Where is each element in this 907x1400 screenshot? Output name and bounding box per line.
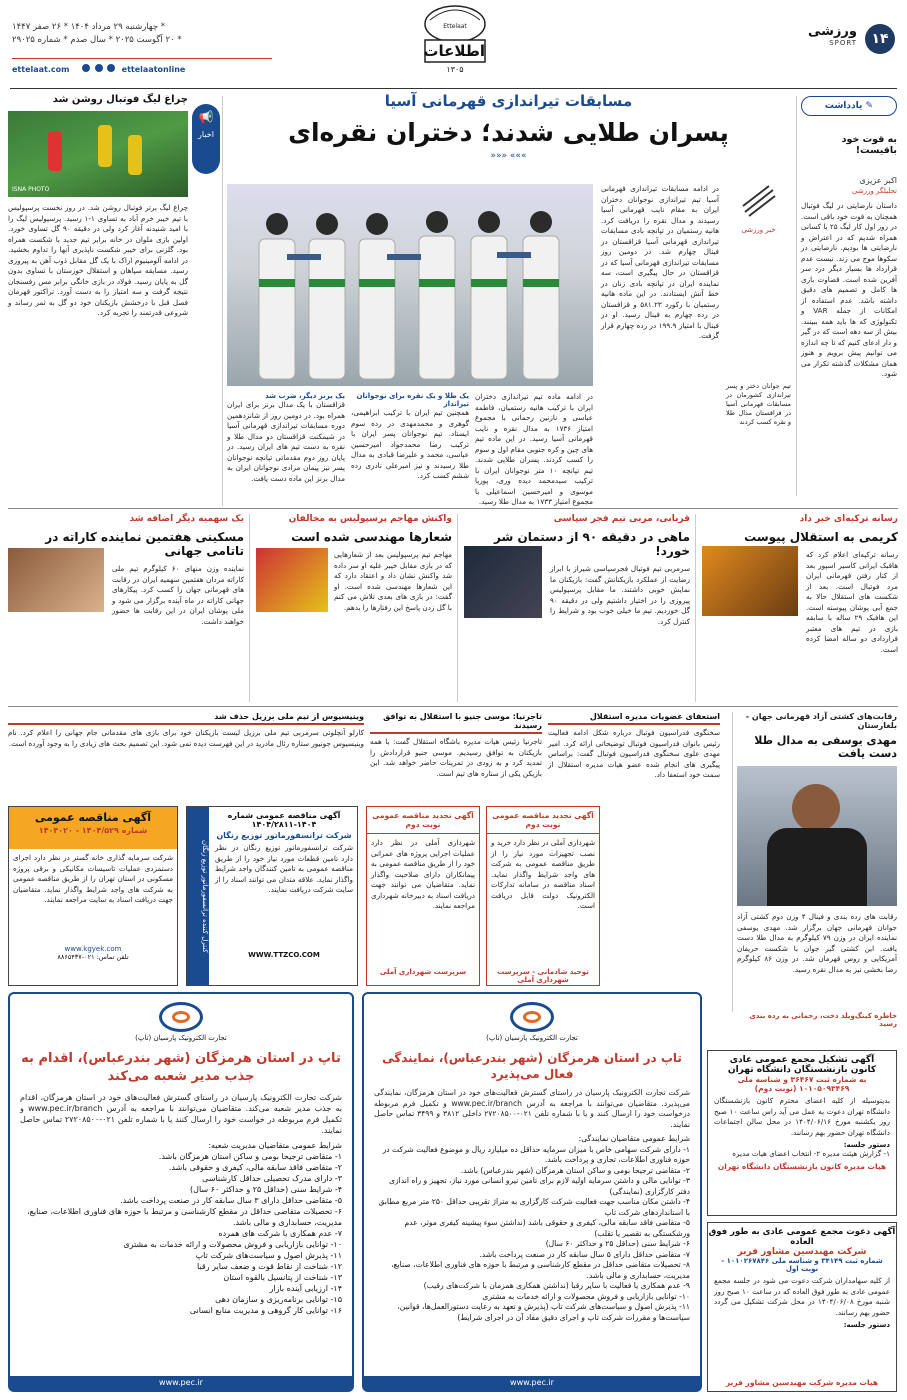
assembly-1-footer: هیات مدیره کانون بازنشستگان دانشگاه تهران: [717, 1161, 887, 1171]
tap-right-item: ۸- تحصیلات متقاضی حداقل در مقطع کارشناسی و مرتبط با حوزه های فناوری اطلاعات، صنایع، مدیریت، حسابداری و مالی باشد.: [391, 1260, 690, 1280]
short-news-2-body: تاجرنیا رئیس هیات مدیره باشگاه استقلال گفت: با همه بازیکنان به توافق رسیدیم. موسی جنیو قراردادش را تمدید کرد و به زودی در تمرینات حاضر خواهد شد. این بازیکن یکی از ستاره های تیم است.: [370, 737, 542, 778]
note-author-role: تحلیلگر ورزشی: [851, 187, 897, 195]
assembly-2-agenda: دستور جلسه:: [843, 1321, 890, 1329]
shooters-photo: [227, 184, 593, 386]
row2-body-3: مهاجم تیم پرسپولیس بعد از شعارهایی که در بازی مقابل خیبر علیه او سر داده شد واکنش نشان داد و اعتقاد دارد که این شعارها مهندسی شده است. او گفت: در بازی های بعدی تلاش می کنم با گل زدن پاسخ این رفتارها را بدهم.: [334, 550, 452, 612]
tender-4-title: آگهی تجدید مناقصه عمومی نوبت دوم: [487, 807, 599, 834]
tender-3-body: شهرداری آملی در نظر دارد عملیات اجرایی پروژه های عمرانی خود را از طریق مناقصه عمومی به پیمانکاران دارای صلاحیت واگذار نماید. متقاضیان می توانند جهت دریافت اسناد به دبیرخانه شهرداری مراجعه نمایند.: [371, 838, 475, 910]
tap-right-item: ۱۱- پذیرش اصول و سیاست‌های شرکت تاپ (پذیرش و تعهد به رعایت دستورالعمل‌ها، قوانین، سیاست‌ها و مقررات شرکت تاپ و اجرای دقیق مفاد آن در اجرای شرایط): [397, 1302, 690, 1322]
main-col-4-wrap: [227, 392, 345, 502]
tap-logo-icon: [159, 1002, 203, 1032]
tap-left-intro: شرکت تجارت الکترونیک پارسیان در راستای گسترش فعالیت‌های خود در استان هرمزگان، اقدام به جذب مدیر شعبه می‌کند. متقاضیان می‌توانند با مراجعه به آدرس www.pec.ir/branch و تکمیل فرم مربوطه در خواست خود را ارسال کنند یا با شماره تلفن ۰۲۱-۲۷۲۰۸۵۰۰ تماس حاصل نمایند.: [20, 1093, 342, 1135]
main-caption: تیم جوانان دختر و پسر تیراندازی کشورمان در مسابقات قهرمانی آسیا در قزاقستان مدال طلا و نقره کسب کردند: [726, 382, 791, 426]
short-news-3: [8, 712, 364, 796]
tap-left-item: شرایط عمومی متقاضیان مدیریت شعبه:: [208, 1141, 342, 1150]
row2-title-2: ماهی در دقیقه ۹۰ از دستمان شر خورد!: [494, 530, 690, 558]
assembly-2-body: از کلیه سهامداران شرکت دعوت می شود در جلسه مجمع عمومی عادی به طور فوق العاده که در ساعت ۱۰ صبح روز شنبه مورخ ۱۴۰۴/۰۶/۰۸ در محل شرکت تشکیل می گردد حضور بهم رسانند.: [714, 1276, 890, 1317]
main-col-1: در ادامه مسابقات تیراندازی قهرمانی آسیا تیم تیراندازی نوجوانان دختران ایران به مقام نایب قهرمانی آسیا رسیدند و مدال نقره را دریافت کرد. هانیه رستمیان در تپانچه بادی مسابقات تیراندازی قهرمانی آسیا قزاقستان در فینال چهارم شد. در دومین روز مسابقات تیراندازی قهرمانی آسیا که در قزاقستان در حال پیگیری است، سه نماینده ایران در تپانچه بادی زنان در خط آتش ایستادند. در این ماده هانیه رستمیان با رکورد ۵۸۱.۲۳ و قزاقستان در رده چهارم به فینال رسید. او در فینال با امتیاز ۱۹۹.۹ در رده چهارم قرار گرفت.: [601, 184, 719, 340]
page-header: [0, 0, 907, 92]
page-number: ۱۴: [871, 31, 889, 47]
badge-label: خبر ورزشی: [741, 226, 776, 234]
date-line-1: * چهارشنبه ۲۹ مرداد ۱۴۰۴ * ۲۶ صفر ۱۴۴۷: [12, 22, 166, 32]
tender-1-phone: تلفن تماس: ۰۲۱-۸۸۶۵۴۳۷: [57, 953, 129, 961]
short-news-1: [548, 712, 720, 796]
tender-4-body: شهرداری آملی در نظر دارد خرید و نصب تجهیزات مورد نیاز را از طریق مناقصه عمومی به شرکت های واجد شرایط واگذار نماید. اسناد مناقصه در سامانه تدارکات الکترونیک دولت قابل دریافت است.: [491, 838, 595, 910]
tap-right-item: ۱۰- توانایی بازاریابی و فروش محصولات و ارائه خدمات به مشتری: [482, 1291, 690, 1301]
main-col-3-wrap: [351, 392, 469, 502]
tap-right-item: ۵- متقاضی فاقد سابقه مالی، کیفری و حقوقی باشد (نداشتن سوء پیشینه کیفری موثر، عدم ورشکستگی به تقصیر یا تقلب): [404, 1218, 690, 1238]
note-body: داستان نارضایتی در لیگ فوتبال همچنان به قوت خود باقی است. در روز اول کار لیگ ۲۵ با کسانی همراه شدیم که در اعتراض و نارضایتی ها بودیم. نارضایتی در سکوها موج می زند. نیست عدم قرارداد ها بسیار دیگر درد سر آفرین شده است. قضاوت بازی ها کامل و تصمیم های دقیق داشته باشد. عدم استفاده از امکانات از جمله VAR و تکنولوژی که ها باید همه ببینند. بیش از سه دهه است که در گیر و دار ادعای کنیم که تا چه اندازه می توانیم پیش برویم و هنوز همان مشکلات گذشته تکرار می شود.: [801, 201, 898, 378]
row3-sub-1: خاطره کینگ‌ویلد دخت، رحمانی به رده بندی رسید: [749, 1012, 897, 1028]
tap-left-brand: تجارت الکترونیک پارسیان (تاپ): [135, 1034, 227, 1042]
main-kicker: مسابقات تیراندازی قهرمانی آسیا: [384, 92, 633, 110]
note-title: به قوت خود باقیست!: [841, 134, 897, 156]
main-col-3: همچنین تیم ایران با ترکیب ابراهیمی، گوهری و محمدمهدی در رده سوم ایستاد. تیم نوجوانان پسر ایران با ترکیب رضا محمدجواد امیرحسین عباسی، محمد و علیرضا قبادی به مدال طلا رسیدند و نیز امیرعلی نادری رده ششم کسب کرد.: [351, 408, 469, 480]
tap-right-title: تاپ در استان هرمزگان (شهر بندرعباس)، نمایندگی فعال می‌پذیرد: [382, 1051, 682, 1081]
row2-photo-3: [256, 548, 328, 612]
row2-story-2: [464, 514, 690, 702]
tap-right-site-text[interactable]: www.pec.ir: [510, 1378, 554, 1387]
tap-left-item: ۲- متقاضی فاقد سابقه مالی، کیفری و حقوقی باشد.: [168, 1163, 342, 1172]
tender-1-number: شماره ۱۴۰۴/۵۲۹ - ۱۴۰۴۰۲۰: [38, 826, 148, 835]
tap-left-item: ۱۳- شناخت از پتانسیل بالقوه استان: [223, 1273, 342, 1282]
tap-left-item: ۴- شرایط سنی (حداقل ۲۵ و حداکثر ۶۰ سال): [190, 1185, 342, 1194]
row2-kicker-1: رسانه ترکیه‌ای خبر داد: [799, 514, 898, 524]
assembly-1-title: آگهی تشکیل مجمع عمومی عادی: [729, 1055, 875, 1065]
social-block: [12, 64, 272, 78]
news-label: اخبار: [198, 130, 214, 139]
sub-heading-2: یک برنز دیگر، ضرب شد: [265, 392, 345, 400]
short-news-1-body: سخنگوی فدراسیون فوتبال درباره شکل ادامه فعالیت رئیس بانوان فدراسیون فوتبال توضیحاتی ارائه کرد. امیر مهدی علوی سخنگوی فدراسیون فوتبال گفت: براساس پیگیری های انجام شده عضو هیات مدیره استقلال از سمت خود استعفا داد.: [548, 728, 720, 779]
tender-3-title: آگهی تجدید مناقصه عمومی نوبت دوم: [367, 807, 479, 834]
row3-title-1: مهدی یوسفی به مدال طلا دست یافت: [754, 734, 897, 760]
telegram-icon[interactable]: [82, 64, 90, 72]
row2-kicker-2: قربانی، مربی تیم فجر سپاسی: [553, 514, 690, 524]
row2-story-3: [256, 514, 452, 702]
assembly-ad-1: [707, 1050, 897, 1216]
assembly-2-title: آگهی دعوت مجمع عمومی عادی به طور فوق العاده: [708, 1227, 896, 1247]
tender-2-company: شرکت ترانسفورماتور توزیع زنگان: [216, 831, 352, 840]
tender-2-side: [187, 807, 209, 985]
row2-body-2: سرمربی تیم فوتبال فجرسپاسی شیراز با ابراز رضایت از عملکرد بازیکنانش گفت: بازیکنان ما نمایش خوبی داشتند. ما مقابل پرسپولیس پیروزی را در اختیار داشتیم ولی در دقیقه ۹۰ گل خوردیم. تیم ما خیلی خوب بود و شرایط را کنترل کرد.: [550, 564, 690, 626]
assembly-ad-2: [707, 1222, 897, 1392]
row2-kicker-4: یک سهمیه دیگر اضافه شد: [129, 514, 244, 524]
tap-right-intro: شرکت تجارت الکترونیک پارسیان در راستای گسترش فعالیت‌های خود در استان هرمزگان، نمایندگی می‌پذیرد. متقاضیان می‌توانند با مراجعه به آدرس www.pec.ir/branch و تکمیل فرم مربوطه درخواست خود را ارسال کنند و یا با شماره تلفن ۰۲۱-۲۷۲۰۸۵۰۰ داخلی ۳۸۱۲ و ۳۴۹۹ تماس حاصل نمایند.: [374, 1088, 691, 1129]
tap-left-item: ۱۰- توانایی بازاریابی و فروش محصولات و ارائه خدمات به مشتری: [123, 1240, 342, 1249]
news-body: چراغ لیگ برتر فوتبال روشن شد. در روز نخست پرسپولیس با تیم خیبر خرم آباد به تساوی ۱-۱ رسید. پرسپولیس لیگ را با امید شنیدنه آغاز کرد ولی در دقیقه ۹۰ گل تساوی خورد. اولین بازی ملوان در خانه برابر تیم جدید با شکست همراه بود. گلزنی برای خیبر شکست ناپذیری آنها را تداوم بخشید. در ادامه آلومینیوم اراک با یک گل مقابل ذوب آهن به پیروزی رسید. مسابقه سپاهان و استقلال خوزستان با تساوی بدون گل به پایان رسید. فولاد در بازی خانگی برابر مس رفسنجان نتیجه گرفت و سه امتیاز را به دست آورد. تراکتور قهرمان فصل قبل با درخشش بازیکنان خود دو گل به ثمر رساند و شروعی قدرتمند را تجربه کرد.: [8, 203, 188, 317]
row2-photo-1: [702, 546, 798, 616]
tap-left-item: ۱۱- پذیرش اصول و سیاست‌های شرکت تاپ: [195, 1251, 342, 1260]
assembly-1-reg: به شماره ثبت ۳۶۴۶۷ و شناسه ملی ۱۰۱۰۵۰۹۳۴۶۹ (نوبت دوم): [737, 1075, 867, 1093]
tap-left-site[interactable]: [10, 1376, 352, 1390]
tap-left-item: ۶- تحصیلات متقاضی حداقل در مقطع کارشناسی و مرتبط با حوزه های فناوری اطلاعات، صنایع، مدیریت، حسابداری و مالی باشد.: [27, 1207, 342, 1227]
news-label-box: [192, 104, 220, 174]
tender-ad-3: [366, 806, 480, 986]
tender-1-body: شرکت سرمایه گذاری خانه گستر در نظر دارد اجرای دستمزدی عملیات تاسیسات مکانیکی و برقی پروژه مسکونی در استان تهران را از طریق مناقصه عمومی به شرکت های واجد شرایط واگذار نماید. متقاضیان جهت دریافت اسناد به سایت مراجعه نمایند.: [13, 853, 173, 904]
tap-right-item: ۹- عدم همکاری یا فعالیت با سایر رقبا (نداشتن همکاری همزمان با شرکت‌های رقیب): [423, 1281, 690, 1290]
football-photo: [8, 111, 188, 197]
assembly-2-company: شرکت مهندسین مشاور فربر: [737, 1247, 867, 1257]
tender-1-title: آگهی مناقصه عمومی: [34, 811, 152, 824]
main-story: [226, 92, 791, 506]
news-title: چراغ لیگ فوتبال روشن شد: [52, 94, 188, 105]
section-name: ورزشی: [808, 24, 857, 39]
badge-box: [734, 182, 784, 242]
tap-left-item: ۱۵- توانایی برنامه‌ریزی و سازمان دهی: [215, 1295, 342, 1304]
short-news-3-body: کارلو آنچلوتی سرمربی تیم ملی برزیل لیست بازیکنان خود برای بازی های مقدماتی جام جهانی را اعلام کرد. نام وینیسیوس جونیور ستاره رئال مادرید در این فهرست دیده نمی شود. این تصمیم بحث های زیادی را به وجود آورده است.: [8, 728, 364, 748]
tap-right-site[interactable]: [364, 1376, 700, 1390]
tender-3-footer: سرپرست شهرداری آملی: [379, 968, 467, 976]
athletes-illustration: [227, 184, 593, 386]
tender-2-side-text: کنترل کننده ترانسفورماتور توزیع زنگان: [201, 839, 209, 953]
tap-left-item: ۳- دارای مدرک تحصیلی حداقل کارشناسی: [202, 1174, 342, 1183]
short-news-3-kicker: وینیسیوس از تیم ملی برزیل حذف شد: [8, 712, 364, 725]
row2-story-4: [8, 514, 244, 702]
row2: [8, 514, 898, 702]
photo-credit: ISNA PHOTO: [12, 186, 50, 193]
megaphone-icon: 📢: [198, 110, 214, 124]
date-block: [12, 22, 272, 52]
logo-text: اطلاعات: [423, 42, 485, 60]
assembly-2-footer: هیات مدیره شرکت مهندسین مشاور فربر: [725, 1378, 879, 1387]
twitter-icon[interactable]: [107, 64, 115, 72]
tap-left-item: ۱- متقاضی ترجیحا بومی و ساکن استان هرمزگان باشد.: [158, 1152, 342, 1161]
tap-left-item: ۱۲- شناخت از نقاط قوت و ضعف سایر رقبا: [197, 1262, 342, 1271]
row2-title-3: شعارها مهندسی شده است: [291, 530, 452, 544]
tender-2-title: آگهی مناقصه عمومی شماره ۱۴۰۴-۱۴۰۴/۲۸۱۱: [227, 811, 341, 829]
masthead-logo: [400, 2, 510, 80]
tap-ad-left: [8, 992, 354, 1392]
row2-title-4: مسکینی هفتمین نماینده کاراته در تاتامی جهانی: [45, 530, 244, 558]
tap-left-item: ۱۴- ارزیابی آینده بازار: [269, 1284, 342, 1293]
tap-right-item: ۳- توانایی مالی و داشتن سرمایه اولیه لازم برای تامین نیرو انسانی مورد نیاز، تجهیز و راه اندازی دفتر کارگزاری (نمایندگی): [389, 1176, 690, 1196]
assembly-1-body: بدینوسیله از کلیه اعضای محترم کانون بازنشستگان دانشگاه تهران دعوت به عمل می آید راس ساعت ۱۰ صبح روز یکشنبه مورخ ۱۴۰۴/۰۶/۱۶ در محل سالن اجتماعات دانشگاه تهران حضور بهم رسانند.: [714, 1096, 890, 1137]
assembly-1-agenda: دستور جلسه:: [843, 1141, 890, 1149]
row2-body-4: نماینده وزن منهای ۶۰ کیلوگرم تیم ملی کاراته مردان هفتمین سهمیه ایران در رقابت های قهرمانی جهان را کسب کرد. پیکارهای جهانی کاراته در ماه آینده برگزار می شود و ملی پوشان ایران در این رقابت ها حضور خواهند داشت.: [112, 564, 244, 626]
assembly-1-agenda-item: ۱- گزارش هیئت مدیره ۲- انتخاب اعضای هیات مدیره: [732, 1149, 890, 1158]
page-number-badge: [865, 24, 895, 54]
pen-icon: ✎: [862, 101, 874, 111]
tender-ad-4: [486, 806, 600, 986]
tap-right-item: ۱- دارای شرکت سهامی خاص با میزان سرمایه حداقل ده میلیارد ریال و موضوع فعالیت شرکت در حوزه فناوری اطلاعات، تجاری و پرداخت باشد.: [382, 1144, 690, 1164]
tap-ad-right: [362, 992, 702, 1392]
tap-right-item: ۶- شرایط سنی (حداقل ۲۵ و حداکثر ۶۰ سال): [545, 1239, 690, 1248]
row2-story-1: [702, 514, 898, 702]
main-caption-col: [726, 182, 791, 502]
short-news-strip: [8, 712, 720, 796]
tender-ad-1: [8, 806, 178, 986]
tap-left-items: [10, 1138, 352, 1328]
row2-photo-2: [464, 546, 542, 618]
note-kicker-box: [801, 96, 897, 116]
tap-right-items: [364, 1132, 700, 1352]
tap-left-item: ۱۶- توانایی کار گروهی و مدیریت منابع انسانی: [189, 1306, 342, 1315]
tap-left-item: ۷- عدم همکاری با شرکت های همرده: [218, 1229, 342, 1238]
assembly-2-reg: شماره ثبت ۳۴۱۴۹ و شناسه ملی ۱۰۱۰۲۶۷۸۴۶ - نوبت اول: [721, 1257, 883, 1273]
tap-left-site-text[interactable]: www.pec.ir: [159, 1378, 203, 1387]
title-divider: »»» «««: [490, 151, 527, 161]
row3-kicker-1: رقابت‌های کشتی آزاد قهرمانی جهان - بلغارستان: [745, 712, 897, 730]
wrestling-story: [737, 712, 897, 1028]
svg-text:Ettelaat: Ettelaat: [443, 23, 467, 30]
social-handle[interactable]: ettelaatonline: [121, 65, 186, 74]
short-news-2-kicker: تاجرنیا: موسی جنیو با استقلال به توافق رسیدند: [370, 712, 542, 734]
shield-logo-icon: [739, 182, 779, 222]
section-label: [787, 24, 857, 54]
tap-right-item: ۲- متقاضی ترجیحا بومی و ساکن استان هرمزگان (شهر بندرعباس) باشد.: [460, 1165, 690, 1175]
note-kicker: یادداشت: [824, 101, 863, 111]
instagram-icon[interactable]: [95, 64, 103, 72]
main-col-4: قزاقستان با یک مدال برنز برای ایران همراه بود. در دومین روز از شانزدهمین دوره مسابقات تیراندازی قهرمانی آسیا در شیمکنت قزاقستان دو مدال طلا و نقره به دست تیم های ایران رسید. در پایان روز دوم مقدماتی تپانچه نوجوانان پسر نیز پیمان مرادی نوجوانان ایران به مدال برنز این ماده دست یافت.: [227, 400, 345, 483]
main-title: پسران طلایی شدند؛ دختران نقره‌ای: [288, 118, 729, 147]
tender-1-site[interactable]: www.kgyek.com: [64, 945, 122, 953]
wrestler-photo: [737, 766, 897, 906]
tap-left-item: ۵- متقاضی حداقل دارای ۳ سال سابقه کار در صنعت پرداخت باشد.: [120, 1196, 342, 1205]
tender-1-header: [9, 807, 177, 849]
tap-logo-icon: [510, 1002, 554, 1032]
website-link[interactable]: ettelaat.com: [12, 65, 70, 74]
assembly-1-company: کانون بازنشستگان دانشگاه تهران: [727, 1065, 877, 1075]
main-col-2: در ادامه ماده تیم تیراندازی دختران ایران با ترکیب هانیه رستمیان، فاطمه عباسی و نازنین رحمانی با مجموع امتیاز ۱۷۳۶ به مدال نقره و نایب قهرمانی آسیا رسید. در این ماده تیم های چین و کره جنوبی مقام اول و سوم را کسب کردند. پسران طلایی شدند. تیم تپانچه ۱۰ متر نوجوانان ایران با ترکیب سیدمحمد دیده وری، پوریا موسوی و امیرحسین اسماعیلی با مجموع امتیاز ۱۷۳۳ به مدال طلا رسید.: [475, 392, 594, 506]
logo-year: ۱۳۰۵: [446, 65, 464, 74]
short-news-2: [370, 712, 542, 796]
section-name-en: SPORT: [829, 39, 857, 47]
short-news-1-kicker: استعفای عضویات مدیره استقلال: [548, 712, 720, 725]
row2-title-1: کریمی به استقلال پیوست: [744, 530, 898, 544]
tap-right-item: ۷- متقاضی حداقل دارای ۵ سال سابقه کار در صنعت پرداخت باشد.: [479, 1249, 690, 1259]
note-author: اکبر عزیزی: [859, 176, 897, 185]
news-box: [8, 94, 188, 504]
tap-right-item: شرایط عمومی متقاضیان نمایندگی:: [578, 1134, 690, 1143]
tap-right-brand: تجارت الکترونیک پارسیان (تاپ): [486, 1034, 578, 1042]
tender-2-site[interactable]: WWW.TTZCO.COM: [248, 951, 320, 959]
tender-2-body: شرکت ترانسفورماتور توزیع زنگان در نظر دارد تامین قطعات مورد نیاز خود را از طریق مناقصه عمومی به تامین کنندگان واجد شرایط واگذار نماید. علاقه مندان می توانند اسناد را از سایت شرکت دریافت نمایند.: [215, 843, 353, 894]
row2-kicker-3: واکنش مهاجم پرسپولیس به مخالفان: [288, 514, 452, 524]
row3-body-1: رقابت های رده بندی و فینال ۴ وزن دوم کشتی آزاد جوانان قهرمانی جهان برگزار شد. مهدی یوسفی نماینده ایران در وزن ۷۹ کیلوگرم به مدال طلا دست یافت. این کشتی گیر جوان با شکست حریفان آمریکایی و روس قهرمان شد. در وزن ۸۶ کیلوگرم رضا بخشی نیز به مدال نقره رسید.: [737, 912, 897, 974]
sub-heading-1: یک طلا و یک نقره برای نوجوانان تیرانداز: [356, 392, 469, 408]
tap-right-item: ۴- داشتن مکان مناسب جهت فعالیت شرکت کارگزاری به متراژ تقریبی حداقل ۲۵۰ متر مربع مطابق با استانداردهای شرکت تاپ: [378, 1197, 690, 1217]
row2-body-1: رسانه ترکیه‌ای اعلام کرد که هافبک ایرانی کاسیر اسپور بعد از کنار رفتن قهرمانی ایران مرد فوتبال است. بعد از شکست های استقلال حالا به جمع آبی پوشان پیوسته است. این هافبک ۲۹ ساله با سابقه بازی در تیم های معتبر قراردادی دو ساله امضا کرده است.: [806, 550, 898, 654]
date-line-2: * ۲۰ آگوست ۲۰۲۵ * سال صدم * شماره ۲۹۰۲۵: [12, 35, 182, 45]
tap-left-title: تاپ در استان هرمزگان (شهر بندرعباس)، اقدام به جذب مدیر شعبه می‌کند: [21, 1051, 341, 1084]
row2-photo-4: [8, 548, 104, 612]
editorial-note: [801, 96, 897, 496]
tender-4-footer: توحید شادمانی - سرپرست شهرداری آملی: [497, 968, 589, 984]
tender-ad-2: [186, 806, 358, 986]
